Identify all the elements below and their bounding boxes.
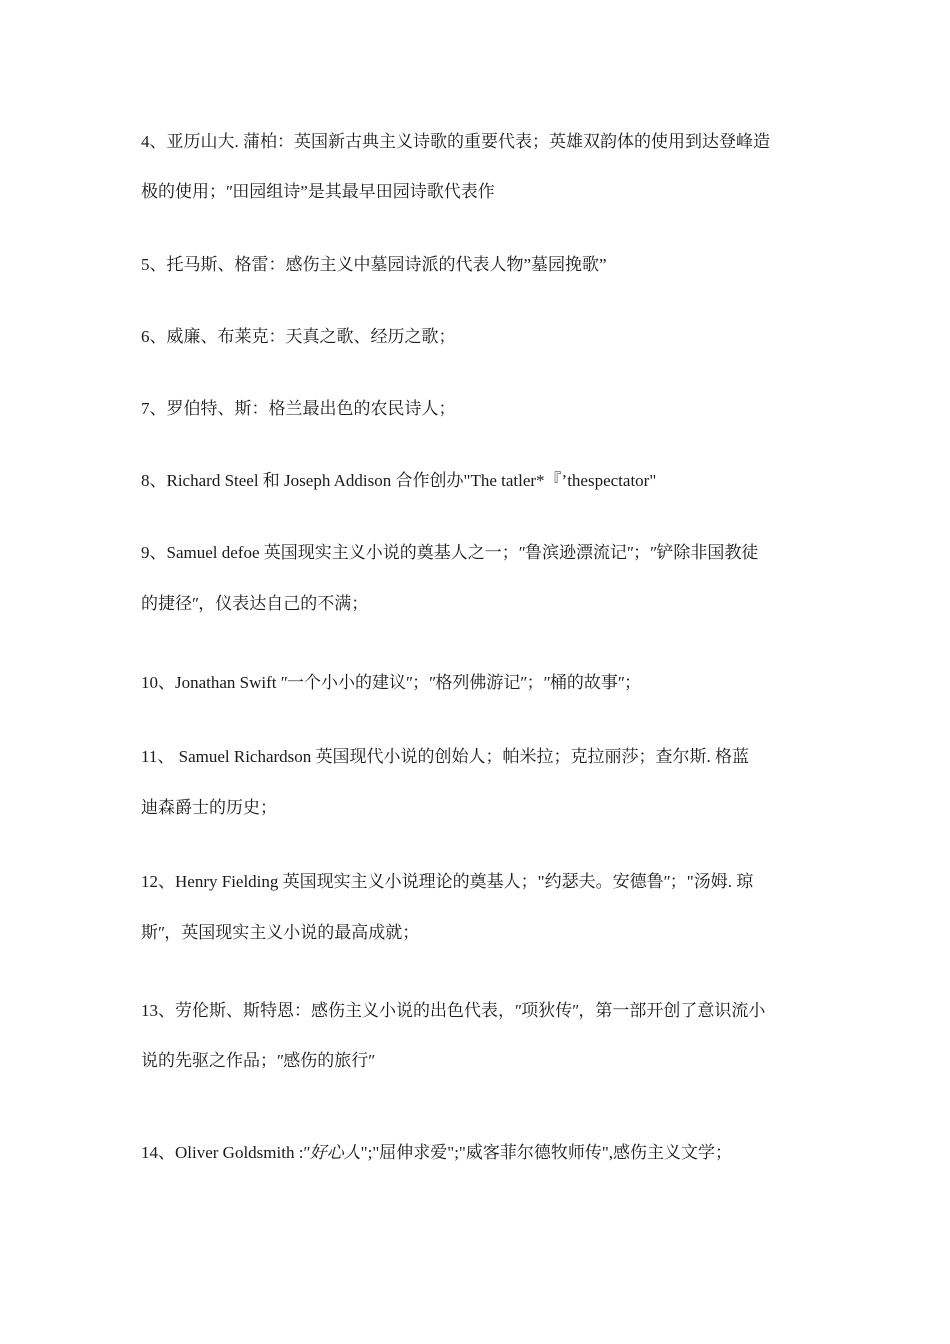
item-10-line-1: 10、Jonathan Swift ʺ一个小小的建议ʺ；ʺ格列佛游记ʺ；ʺ桶的故事ʺ； <box>141 673 642 692</box>
item-7-line-1: 7、罗伯特、斯：格兰最出色的农民诗人； <box>141 399 456 418</box>
item-12-line-1: 12、Henry Fielding 英国现实主义小说理论的奠基人；"约瑟夫。安德鲁ʺ；"汤姆. 琼 <box>141 872 754 891</box>
item-9-line-2: 的捷径ʺ，仪表达自己的不满； <box>141 594 369 613</box>
item-4-line-2: 极的使用；ʺ田园组诗”是其最早田园诗歌代表作 <box>141 182 495 201</box>
item-14-suffix: ";"屈伸求爱";"威客菲尔德牧师传",感伤主义文学； <box>360 1143 733 1162</box>
item-8-line-1: 8、Richard Steel 和 Joseph Addison 合作创办"The tatler*『’thespectator" <box>141 471 657 490</box>
item-13-line-2: 说的先驱之作品；ʺ感伤的旅行ʺ <box>141 1051 375 1070</box>
item-5-line-1: 5、托马斯、格雷：感伤主义中墓园诗派的代表人物”墓园挽歌” <box>141 255 607 274</box>
item-11-line-1: 11、 Samuel Richardson 英国现代小说的创始人；帕米拉；克拉丽莎；查尔斯. 格蓝 <box>141 747 750 766</box>
item-14-line-1 <box>141 1141 841 1165</box>
item-13-line-1: 13、劳伦斯、斯特恩：感伤主义小说的出色代表，ʺ项狄传ʺ，第一部开创了意识流小 <box>141 1001 766 1020</box>
item-11-line-2: 迪森爵士的历史； <box>141 798 277 817</box>
item-9-line-1: 9、Samuel defoe 英国现实主义小说的奠基人之一；ʺ鲁滨逊漂流记ʺ；ʺ铲除非国教徒 <box>141 543 759 562</box>
item-14-prefix: 14、Oliver Goldsmith :ʺ <box>141 1143 310 1162</box>
item-14-italic-title: 好心人 <box>309 1143 361 1162</box>
item-12-line-2: 斯ʺ，英国现实主义小说的最高成就； <box>141 923 420 942</box>
item-6-line-1: 6、威廉、布莱克：天真之歌、经历之歌； <box>141 327 456 346</box>
item-4-line-1: 4、亚历山大. 蒲柏：英国新古典主义诗歌的重要代表；英雄双韵体的使用到达登峰造 <box>141 132 770 151</box>
